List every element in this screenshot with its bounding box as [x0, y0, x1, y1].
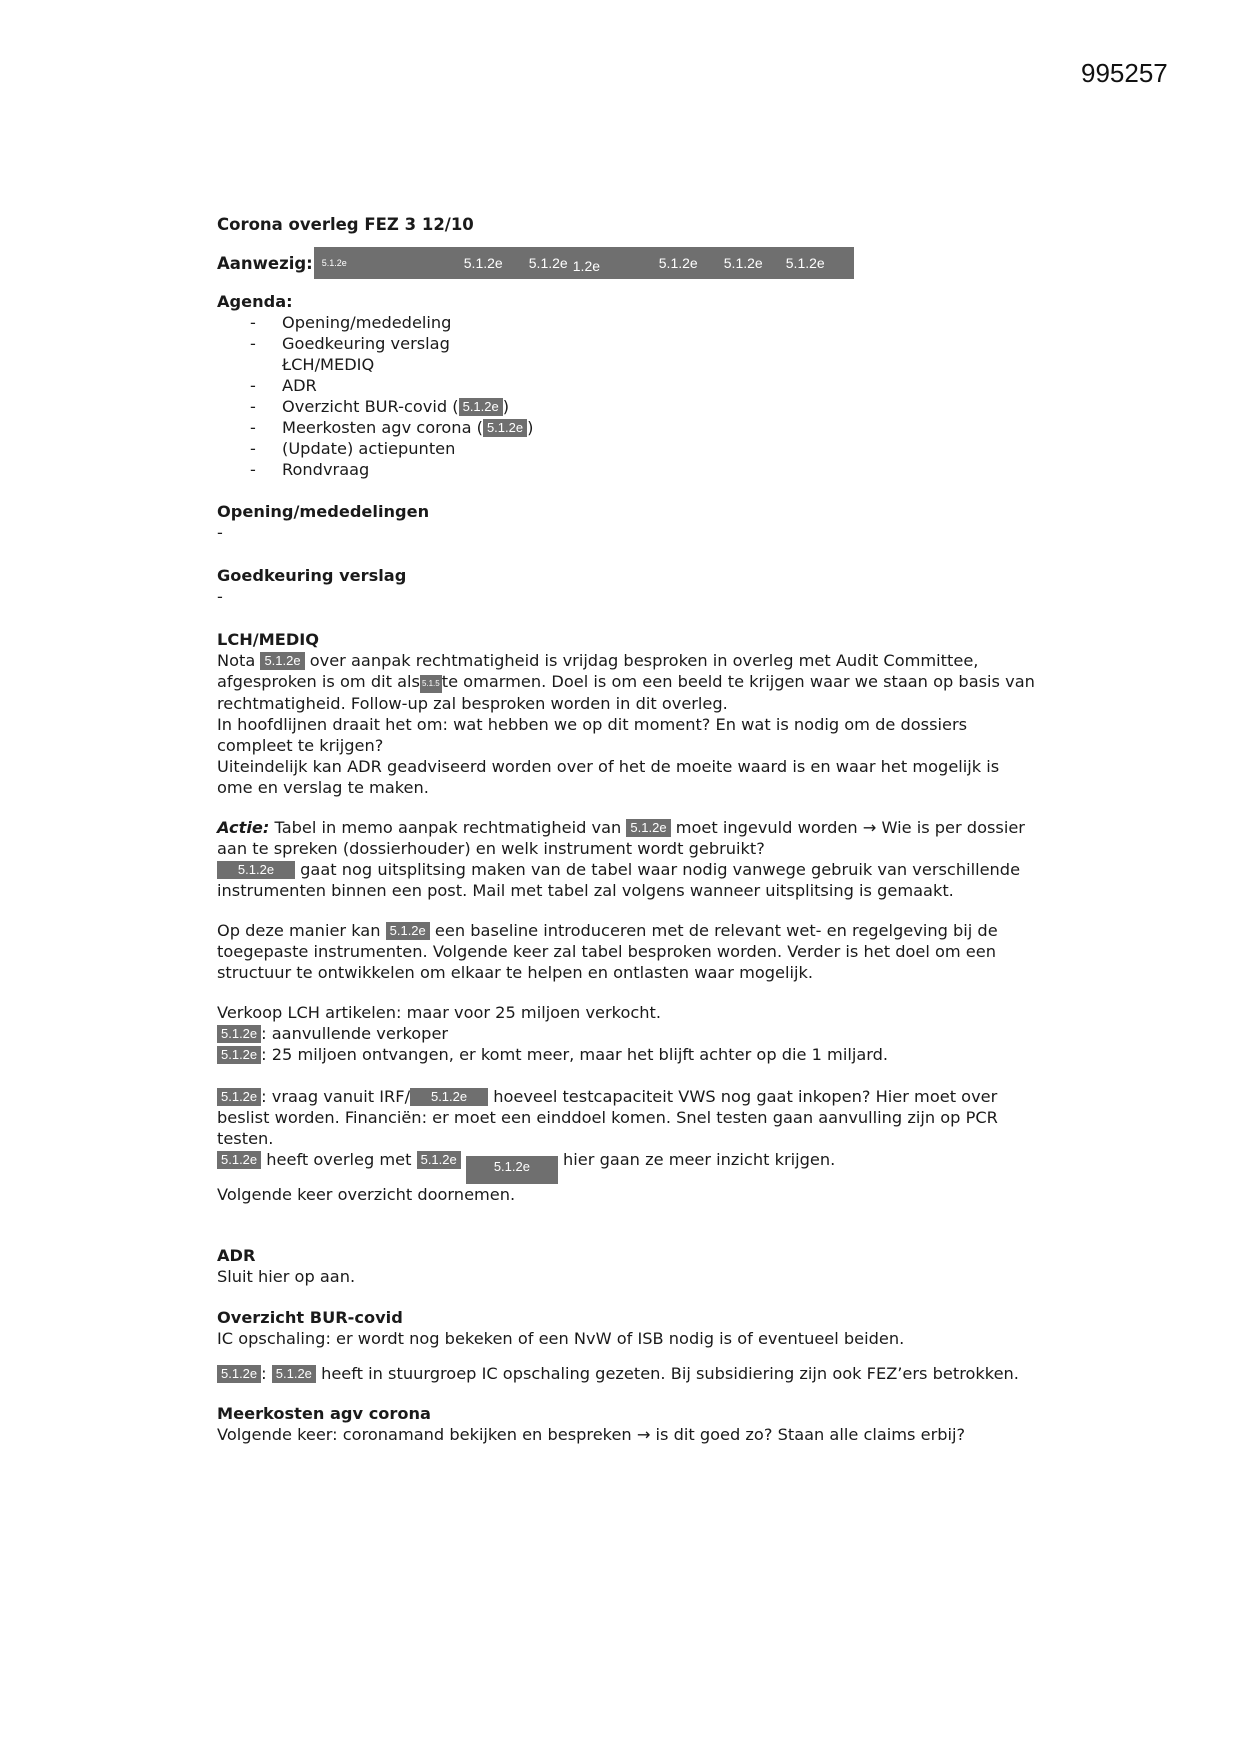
redaction: 5.1.2e [466, 1156, 558, 1184]
goedkeuring-body: - [217, 587, 223, 606]
redaction: 5.1.2e [217, 1025, 261, 1043]
action-label: Actie: [217, 818, 270, 837]
redaction: 5.1.2e [217, 1046, 261, 1064]
agenda-item: - Rondvraag [250, 460, 370, 479]
agenda-item: - Opening/mededeling [250, 313, 452, 332]
redaction: 5.1.2e [386, 922, 430, 940]
bur-heading: Overzicht BUR-covid [217, 1308, 403, 1327]
lch-paragraph: Verkoop LCH artikelen: maar voor 25 miljoen verkocht. [217, 1003, 661, 1022]
lch-paragraph: In hoofdlijnen draait het om: wat hebben we op dit moment? En wat is nodig om de dossiers compleet te krijgen? [217, 715, 968, 755]
lch-heading: LCH/MEDIQ [217, 630, 320, 649]
action-paragraph: Actie: Tabel in memo aanpak rechtmatigheid van 5.1.2e moet ingevuld worden → Wie is per dossier aan te spreken (dossierhouder) en welk instrument wordt gebruikt? [217, 818, 1025, 858]
redaction-label: 5.1.2e [658, 255, 698, 271]
lch-paragraph: Uiteindelijk kan ADR geadviseerd worden over of het de moeite waard is en waar het mogelijk is ome en verslag te maken. [217, 757, 1000, 797]
redaction: 5.1.2e [483, 419, 527, 437]
redaction: 5.1.2e [626, 819, 670, 837]
adr-heading: ADR [217, 1246, 256, 1265]
redaction: 5.1.5 [420, 675, 442, 693]
document-number: 995257 [1081, 58, 1168, 88]
redaction-label: 5.1.2e [463, 255, 503, 271]
bur-paragraph: IC opschaling: er wordt nog bekeken of een NvW of ISB nodig is of eventueel beiden. [217, 1329, 905, 1348]
redaction-label: 5.1.2e [528, 255, 568, 271]
document-body [217, 214, 1037, 1445]
lch-paragraph: Nota 5.1.2e over aanpak rechtmatigheid is vrijdag besproken in overleg met Audit Committee, afgesproken is om dit als 5.1.5 te omarmen. Doel is om een beeld te krijgen waar we staan op basis van rechtmatigheid. Follow-up zal besproken worden in dit overleg. [217, 651, 1035, 713]
attendees-redaction [314, 247, 854, 279]
attendees-row [217, 247, 1037, 279]
document-title: Corona overleg FEZ 3 12/10 [217, 215, 474, 234]
agenda-item: ŁCH/MEDIQ [282, 355, 375, 374]
redaction-label: 1.2e [572, 258, 601, 274]
redaction: 5.1.2e [260, 652, 304, 670]
agenda-item: - (Update) actiepunten [250, 439, 456, 458]
lch-paragraph: Volgende keer overzicht doornemen. [217, 1185, 516, 1204]
agenda-item: - ADR [250, 376, 317, 395]
opening-heading: Opening/mededelingen [217, 502, 430, 521]
redaction: 5.1.2e [417, 1151, 461, 1169]
agenda-item: - Meerkosten agv corona ( 5.1.2e ) [250, 418, 534, 437]
redaction: 5.1.2e [459, 398, 503, 416]
redaction-label: 5.1.2e [321, 258, 347, 268]
redaction: 5.1.2e [272, 1365, 316, 1383]
redaction: 5.1.2e [217, 1365, 261, 1383]
redaction: 5.1.2e [217, 1088, 261, 1106]
agenda-item: - Goedkeuring verslag [250, 334, 450, 353]
agenda-heading: Agenda: [217, 292, 293, 311]
bur-paragraph: 5.1.2e : 5.1.2e heeft in stuurgroep IC opschaling gezeten. Bij subsidiering zijn ook FEZ’ers betrokken. [217, 1363, 1037, 1384]
action-paragraph: 5.1.2e gaat nog uitsplitsing maken van de tabel waar nodig vanwege gebruik van verschillende instrumenten binnen een post. Mail met tabel zal volgens wanneer uitsplitsing is gemaakt. [217, 860, 1021, 900]
lch-paragraph: 5.1.2e : vraag vanuit IRF/ 5.1.2e hoeveel testcapaciteit VWS nog gaat inkopen? Hier moet over beslist worden. Financiën: er moet een einddoel komen. Snel testen gaan aanvulling zijn op PCR testen. [217, 1087, 998, 1148]
attendees-label: Aanwezig: [217, 253, 313, 273]
adr-body: Sluit hier op aan. [217, 1267, 356, 1286]
lch-paragraph: 5.1.2e : 25 miljoen ontvangen, er komt meer, maar het blijft achter op die 1 miljard. [217, 1044, 1037, 1065]
redaction-label: 5.1.2e [785, 255, 825, 271]
lch-paragraph: 5.1.2e : aanvullende verkoper [217, 1023, 1037, 1044]
redaction-label: 5.1.2e [723, 255, 763, 271]
goedkeuring-heading: Goedkeuring verslag [217, 566, 407, 585]
lch-paragraph: 5.1.2e heeft overleg met 5.1.2e 5.1.2e hier gaan ze meer inzicht krijgen. [217, 1149, 1037, 1184]
meerkosten-body: Volgende keer: coronamand bekijken en bespreken → is dit goed zo? Staan alle claims erbij? [217, 1425, 966, 1444]
agenda-list [217, 312, 1037, 480]
lch-paragraph: Op deze manier kan 5.1.2e een baseline introduceren met de relevant wet- en regelgeving bij de toegepaste instrumenten. Volgende keer zal tabel besproken worden. Verder is het doel om een structuur te ontwikkelen om elkaar te helpen en ontlasten waar mogelijk. [217, 921, 998, 982]
meerkosten-heading: Meerkosten agv corona [217, 1404, 431, 1423]
redaction: 5.1.2e [410, 1088, 488, 1106]
redaction: 5.1.2e [217, 861, 295, 879]
opening-body: - [217, 523, 223, 542]
agenda-item: - Overzicht BUR-covid ( 5.1.2e ) [250, 397, 510, 416]
redaction: 5.1.2e [217, 1151, 261, 1169]
